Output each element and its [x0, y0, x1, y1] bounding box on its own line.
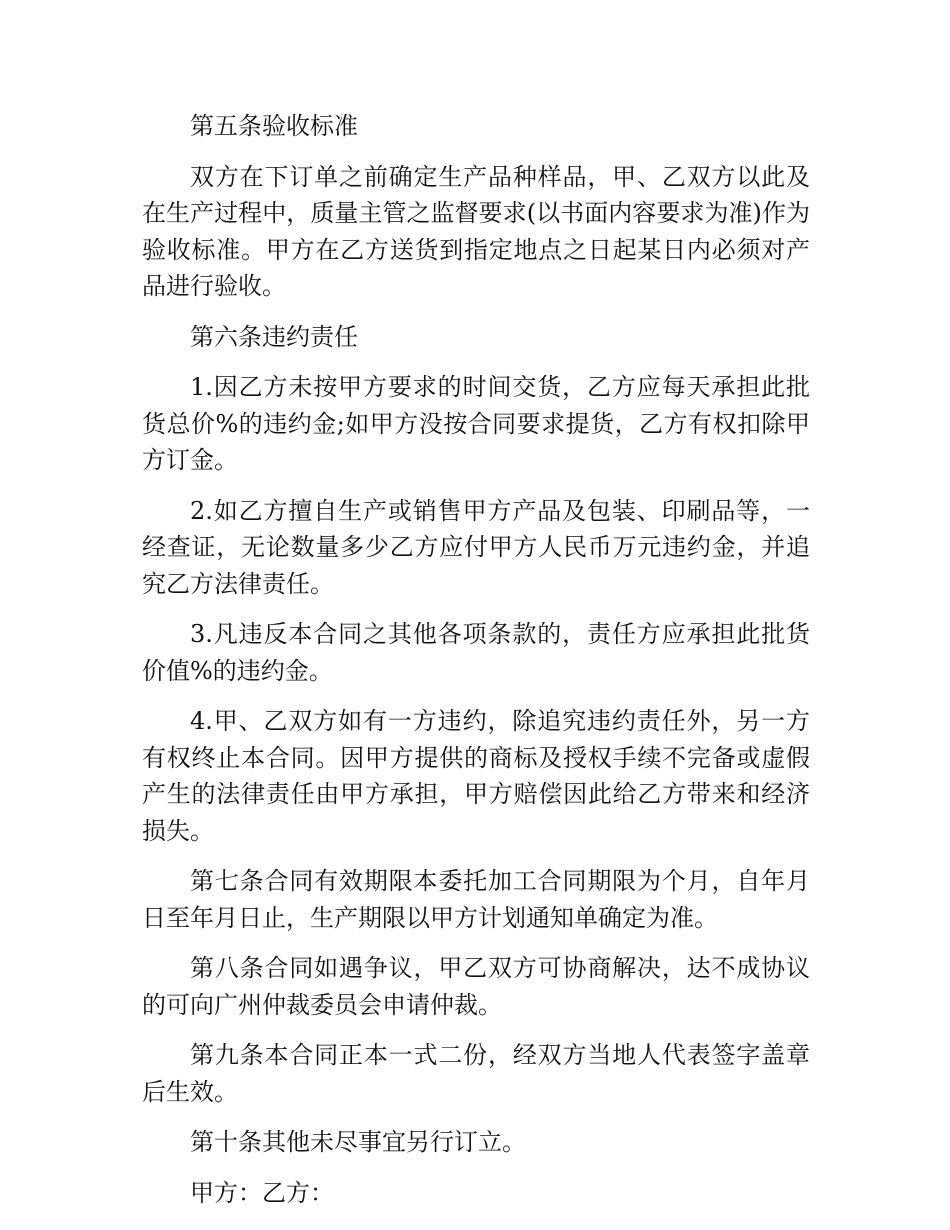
- paragraph-acceptance-standard: 双方在下订单之前确定生产品种样品，甲、乙双方以此及在生产过程中，质量主管之监督要求(以书面内容要求为准)作为验收标准。甲方在乙方送货到指定地点之日起某日内必须对产品进行验收。: [142, 162, 810, 300]
- clause-6-1: 1.因乙方未按甲方要求的时间交货，乙方应每天承担此批货总价%的违约金;如甲方没按合同要求提货，乙方有权扣除甲方订金。: [142, 373, 810, 474]
- signature-parties-line: 甲方：乙方：: [190, 1178, 334, 1207]
- article-9-copies: 第九条本合同正本一式二份，经双方当地人代表签字盖章后生效。: [142, 1041, 810, 1106]
- section-heading-article-5: 第五条验收标准: [190, 112, 358, 140]
- clause-6-4: 4.甲、乙双方如有一方违约，除追究违约责任外，另一方有权终止本合同。因甲方提供的商标及授权手续不完备或虚假产生的法律责任由甲方承担，甲方赔偿因此给乙方带来和经济损失。: [142, 707, 810, 845]
- clause-6-3: 3.凡违反本合同之其他各项条款的，责任方应承担此批货价值%的违约金。: [142, 620, 810, 685]
- article-8-dispute-resolution: 第八条合同如遇争议，甲乙双方可协商解决，达不成协议的可向广州仲裁委员会申请仲裁。: [142, 954, 810, 1019]
- clause-6-2: 2.如乙方擅自生产或销售甲方产品及包装、印刷品等，一经查证，无论数量多少乙方应付甲方人民币万元违约金，并追究乙方法律责任。: [142, 496, 810, 598]
- article-7-contract-term: 第七条合同有效期限本委托加工合同期限为个月，自年月日至年月日止，生产期限以甲方计划通知单确定为准。: [142, 867, 810, 932]
- document-body: [142, 108, 810, 1225]
- article-10-other-matters: 第十条其他未尽事宜另行订立。: [190, 1128, 526, 1156]
- section-heading-article-6: 第六条违约责任: [190, 322, 358, 351]
